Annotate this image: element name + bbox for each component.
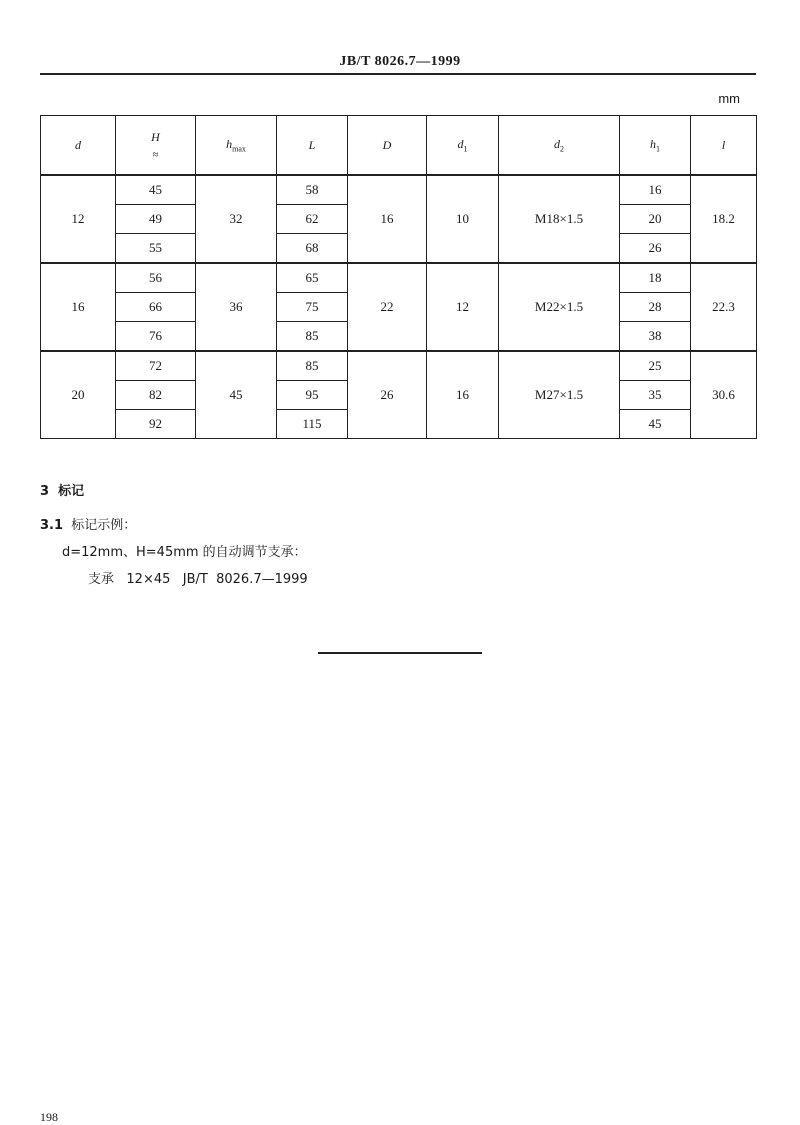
cell-H: 72 bbox=[116, 351, 196, 381]
cell-H: 66 bbox=[116, 293, 196, 322]
col-d2: $d_2$ bbox=[499, 116, 620, 176]
cell-h1: 20 bbox=[620, 205, 691, 234]
header-rule bbox=[40, 73, 756, 75]
col-H: H ≈ bbox=[116, 116, 196, 176]
unit-label: mm bbox=[718, 91, 740, 106]
table-row bbox=[41, 263, 757, 293]
cell-L: 65 bbox=[277, 263, 348, 293]
cell-L: 115 bbox=[277, 410, 348, 439]
cell-L: 62 bbox=[277, 205, 348, 234]
cell-H: 76 bbox=[116, 322, 196, 352]
cell-H: 92 bbox=[116, 410, 196, 439]
cell-l: 22.3 bbox=[691, 263, 757, 351]
cell-h1: 45 bbox=[620, 410, 691, 439]
col-l: l bbox=[691, 116, 757, 176]
cell-d1: 12 bbox=[427, 263, 499, 351]
cell-h1: 35 bbox=[620, 381, 691, 410]
example-marking: 支承 12×45 JB/T 8026.7—1999 bbox=[88, 572, 308, 587]
page-number: 198 bbox=[40, 1110, 58, 1124]
col-D: D bbox=[348, 116, 427, 176]
col-d: d bbox=[41, 116, 116, 176]
dimension-table bbox=[40, 115, 757, 439]
cell-d: 20 bbox=[41, 351, 116, 439]
approx-symbol: ≈ bbox=[152, 148, 159, 161]
cell-D: 16 bbox=[348, 175, 427, 263]
cell-d2: M18×1.5 bbox=[499, 175, 620, 263]
cell-hmax: 36 bbox=[196, 263, 277, 351]
cell-d2: M22×1.5 bbox=[499, 263, 620, 351]
cell-h1: 38 bbox=[620, 322, 691, 352]
col-hmax: $h_{max}$ bbox=[196, 116, 277, 176]
cell-H: 49 bbox=[116, 205, 196, 234]
end-rule bbox=[318, 652, 482, 654]
cell-H: 56 bbox=[116, 263, 196, 293]
cell-L: 95 bbox=[277, 381, 348, 410]
cell-H: 55 bbox=[116, 234, 196, 264]
cell-h1: 25 bbox=[620, 351, 691, 381]
cell-h1: 18 bbox=[620, 263, 691, 293]
cell-h1: 16 bbox=[620, 175, 691, 205]
table-row bbox=[41, 351, 757, 381]
cell-l: 30.6 bbox=[691, 351, 757, 439]
example-description: d=12mm、H=45mm 的自动调节支承： bbox=[62, 545, 307, 560]
cell-L: 75 bbox=[277, 293, 348, 322]
table-row bbox=[41, 175, 757, 205]
cell-H: 82 bbox=[116, 381, 196, 410]
cell-hmax: 45 bbox=[196, 351, 277, 439]
cell-h1: 28 bbox=[620, 293, 691, 322]
document-header: JB/T 8026.7—1999 bbox=[339, 54, 461, 69]
cell-d1: 16 bbox=[427, 351, 499, 439]
cell-H: 45 bbox=[116, 175, 196, 205]
col-d1: $d_1$ bbox=[427, 116, 499, 176]
section-3-1-heading: 3.1 标记示例： bbox=[40, 518, 137, 533]
cell-L: 85 bbox=[277, 351, 348, 381]
col-h1: $h_1$ bbox=[620, 116, 691, 176]
table-header-row bbox=[41, 116, 757, 176]
cell-L: 68 bbox=[277, 234, 348, 264]
cell-L: 85 bbox=[277, 322, 348, 352]
cell-D: 22 bbox=[348, 263, 427, 351]
cell-d1: 10 bbox=[427, 175, 499, 263]
cell-D: 26 bbox=[348, 351, 427, 439]
cell-L: 58 bbox=[277, 175, 348, 205]
cell-hmax: 32 bbox=[196, 175, 277, 263]
cell-h1: 26 bbox=[620, 234, 691, 264]
cell-d: 16 bbox=[41, 263, 116, 351]
cell-l: 18.2 bbox=[691, 175, 757, 263]
cell-d2: M27×1.5 bbox=[499, 351, 620, 439]
col-L: L bbox=[277, 116, 348, 176]
cell-d: 12 bbox=[41, 175, 116, 263]
section-3-heading: 3 标记 bbox=[40, 484, 85, 499]
